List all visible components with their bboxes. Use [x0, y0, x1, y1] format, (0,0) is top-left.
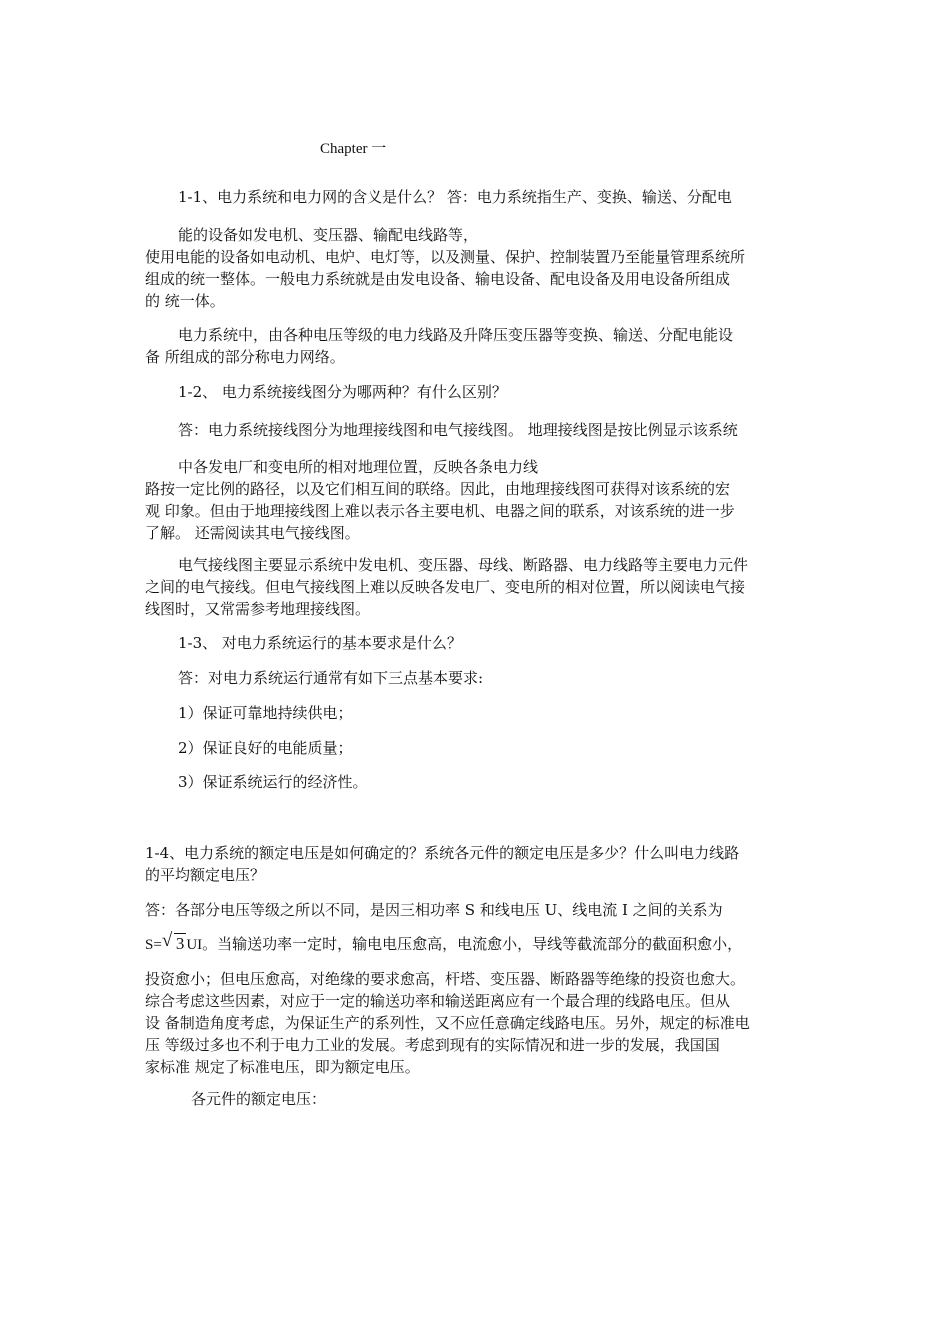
q13-item-2 — [145, 737, 810, 759]
q12-question-text: 1-2、 电力系统接线图分为哪两种？有什么区别？ — [178, 383, 507, 401]
sqrt-symbol: √ 3 — [161, 930, 185, 953]
q12-line-3: 路按一定比例的路径，以及它们相互间的联络。因此，由地理接线图可获得对该系统的宏 — [145, 480, 731, 498]
formula-suffix: UI。 — [186, 937, 218, 953]
q12-line-1: 答：电力系统接线图分为地理接线图和电气接线图。 地理接线图是按比例显示该系统 — [178, 421, 738, 439]
q13-item-3-text: 3）保证系统运行的经济性。 — [178, 773, 368, 791]
q11-line-3: 使用电能的设备如电动机、电炉、电灯等，以及测量、保护、控制装置乃至能量管理系统所 — [145, 248, 746, 266]
q14-question — [145, 842, 810, 886]
q14-formula-row — [145, 930, 810, 956]
q13-answer — [145, 667, 810, 689]
network-line-1: 电力系统中，由各种电压等级的电力线路及升降压变压器等变换、输送、分配电能设 — [178, 326, 734, 344]
q14-ans-7: 家标准 规定了标准电压，即为额定电压。 — [145, 1058, 420, 1076]
q11-paragraph — [145, 186, 810, 208]
q14-ans-1: 答：各部分电压等级之所以不同，是因三相功率 S 和线电压 U、线电流 I 之间的关系为 — [145, 901, 723, 919]
q13-item-2-text: 2）保证良好的电能质量； — [178, 739, 353, 757]
q11-answer-paragraph — [145, 224, 810, 312]
network-line-2: 备 所组成的部分称电力网络。 — [145, 348, 345, 366]
q11-line-2: 能的设备如发电机、变压器、输配电线路等， — [178, 226, 479, 244]
q13-question-text: 1-3、 对电力系统运行的基本要求是什么？ — [178, 634, 462, 652]
network-paragraph — [145, 324, 810, 368]
elec-line-2: 之间的电气接线。但电气接线图上难以反映各发电厂、变电所的相对位置，所以阅读电气接 — [145, 578, 746, 596]
q11-line-4: 组成的统一整体。一般电力系统就是由发电设备、输电设备、配电设备及用电设备所组成 — [145, 270, 731, 288]
q12-line-4: 观 印象。但由于地理接线图上难以表示各主要电机、电器之间的联系，对该系统的进一步 — [145, 502, 735, 520]
q13-answer-text: 答：对电力系统运行通常有如下三点基本要求: — [178, 669, 484, 687]
q12-answer-paragraph — [145, 456, 810, 544]
q14-line-2: 的平均额定电压？ — [145, 866, 266, 884]
components-text: 各元件的额定电压： — [191, 1090, 327, 1108]
elec-line-1: 电气接线图主要显示系统中发电机、变压器、母线、断路器、电力线路等主要电力元件 — [178, 556, 749, 574]
q12-line-5: 了解。 还需阅读其电气接线图。 — [145, 524, 360, 542]
components-heading — [145, 1088, 810, 1110]
q13-question — [145, 632, 810, 654]
q14-ans-4: 综合考虑这些因素，对应于一定的输送功率和输送距离应有一个最合理的线路电压。但从 — [145, 992, 731, 1010]
electrical-diagram-paragraph — [145, 554, 810, 620]
q14-ans-5: 设 备制造角度考虑，为保证生产的系列性，又不应任意确定线路电压。另外，规定的标准电 — [145, 1014, 750, 1032]
q12-answer-line — [145, 419, 810, 441]
q14-ans-6: 压 等级过多也不利于电力工业的发展。考虑到现有的实际情况和进一步的发展，我国国 — [145, 1036, 720, 1054]
q14-ans-3: 投资愈小；但电压愈高，对绝缘的要求愈高，杆塔、变压器、断路器等绝缘的投资也愈大。 — [145, 970, 746, 988]
q14-answer-line-1 — [145, 899, 810, 921]
formula-prefix: S= — [145, 937, 162, 953]
q13-item-1 — [145, 702, 810, 724]
chapter-title: Chapter 一 — [320, 141, 387, 157]
q14-ans-2: 当输送功率一定时，输电电压愈高，电流愈小，导线等截流部分的截面积愈小， — [217, 935, 743, 953]
q12-question — [145, 381, 810, 403]
q14-answer-paragraph — [145, 968, 810, 1078]
q14-formula-line — [145, 930, 810, 956]
q13-item-3 — [145, 771, 810, 793]
q12-line-2: 中各发电厂和变电所的相对地理位置，反映各条电力线 — [178, 458, 539, 476]
elec-line-3: 线图时，又常需参考地理接线图。 — [145, 600, 371, 618]
q14-line-1: 1-4、电力系统的额定电压是如何确定的？系统各元件的额定电压是多少？什么叫电力线路 — [145, 844, 740, 862]
q11-line-1: 1-1、电力系统和电力网的含义是什么？ 答：电力系统指生产、变换、输送、分配电 — [178, 188, 732, 206]
q13-item-1-text: 1）保证可靠地持续供电； — [178, 704, 353, 722]
formula-root: 3 — [175, 934, 185, 953]
q11-line-5: 的 统一体。 — [145, 292, 225, 310]
